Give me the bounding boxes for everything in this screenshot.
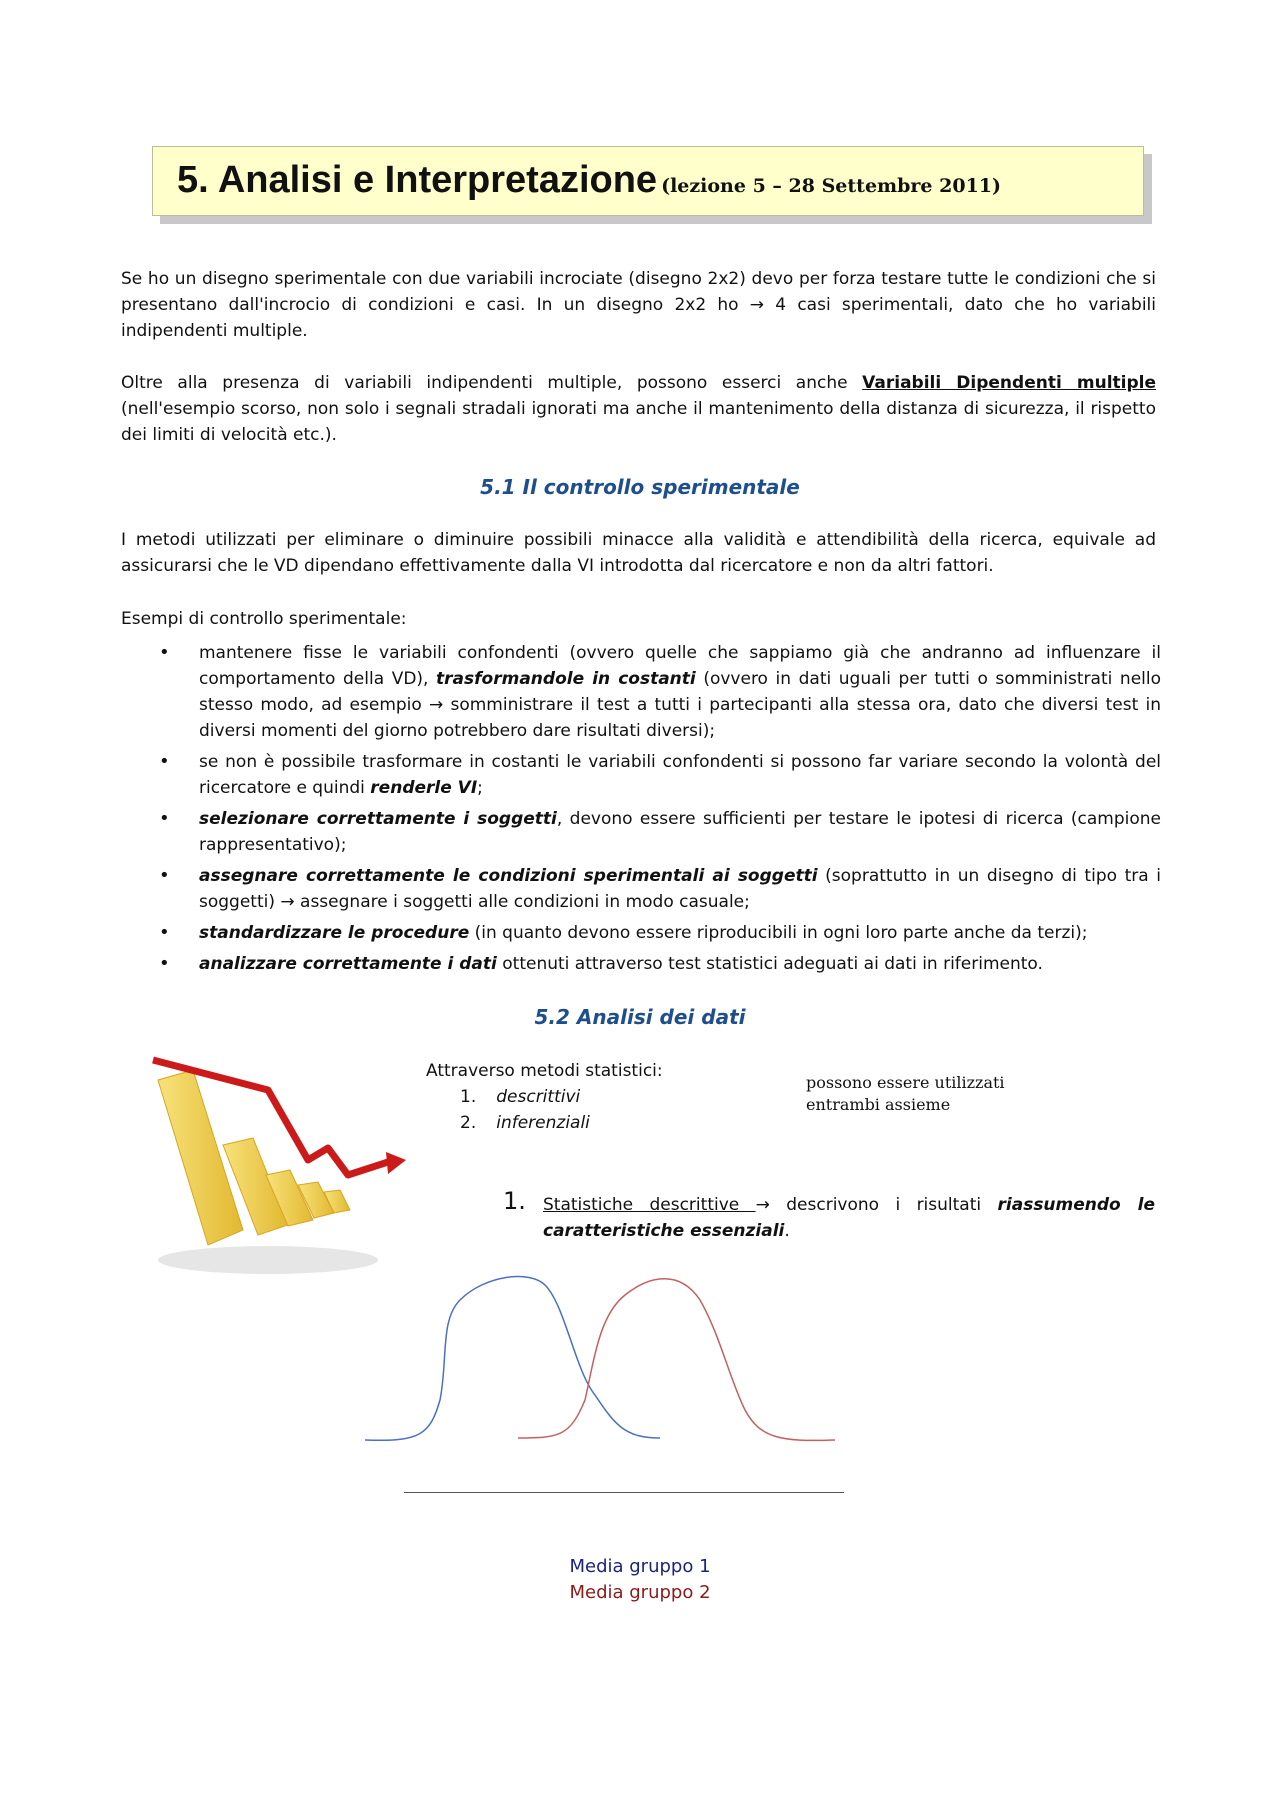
list-item: • selezionare correttamente i soggetti, devono essere sufficienti per testare le ipotesi di ricerca (campione rappresentativo); (159, 808, 1161, 855)
bullet-icon: • (159, 953, 170, 974)
bullet-icon: • (159, 922, 170, 943)
list-item: • assegnare correttamente le condizioni sperimentali ai soggetti (soprattutto in un disegno di tipo tra i soggetti) → assegnare i soggetti alle condizioni in modo casuale; (159, 865, 1161, 912)
bar-chart-clipart-icon (148, 1050, 418, 1280)
section-heading-5-2: 5.2 Analisi dei dati (534, 1005, 746, 1029)
list-item: • analizzare correttamente i dati ottenuti attraverso test statistici adeguati ai dati in riferimento. (121, 951, 1161, 977)
descriptive-stats-item: 1. Statistiche descrittive → descrivono i risultati riassumendo le caratteristiche essenziali. (503, 1187, 1155, 1241)
bullet-icon: • (159, 642, 170, 663)
descriptive-stats-term: Statistiche descrittive (543, 1195, 756, 1215)
examples-label: Esempi di controllo sperimentale: (121, 609, 407, 629)
methods-label: Attraverso metodi statistici: (426, 1061, 663, 1081)
list-item: • standardizzare le procedure (in quanto devono essere riproducibili in ogni loro parte anche da terzi); (121, 920, 1161, 946)
examples-list (121, 640, 1161, 982)
item-number: 1. (503, 1187, 526, 1215)
curve-group-2 (518, 1279, 835, 1441)
title-banner (152, 146, 1144, 216)
methods-list (460, 1084, 590, 1136)
intro-paragraph-1: Se ho un disegno sperimentale con due variabili incrociate (disegno 2x2) devo per forza testare tutte le condizioni che si presentano dall'incrocio di condizioni e casi. In un disegno 2x2 ho → 4 casi sperimentali, dato che ho variabili indipendenti multiple. (121, 269, 1156, 341)
bullet-icon: • (159, 751, 170, 772)
page-subtitle: (lezione 5 – 28 Settembre 2011) (661, 175, 1001, 197)
legend-group-1: Media gruppo 1 (569, 1556, 711, 1577)
section-heading-5-1: 5.1 Il controllo sperimentale (480, 475, 800, 499)
list-item: • mantenere fisse le variabili confondenti (ovvero quelle che sappiamo già che andranno ad influenzare il comportamento della VD), trasformandole in costanti (ovvero in dati uguali per tutti o somministrati nello stesso modo, ad esempio → somministrare il test a tutti i partecipanti alla stessa ora, dato che diversi test in diversi momenti del giorno potrebbero dare risultati diversi); (159, 642, 1162, 741)
bullet-icon: • (159, 808, 170, 829)
bullet-icon: • (159, 865, 170, 886)
curve-group-1 (365, 1277, 660, 1441)
intro-paragraph-2: Oltre alla presenza di variabili indipendenti multiple, possono esserci anche Variabili Dipendenti multiple (nell'esempio scorso, non solo i segnali stradali ignorati ma anche il mantenimento della distanza di sicurezza, il rispetto dei limiti di velocità etc.). (121, 373, 1156, 445)
list-item: 1. descrittivi (460, 1087, 581, 1107)
list-item: • se non è possibile trasformare in costanti le variabili confondenti si possono far variare secondo la volontà del ricercatore e quindi renderle VI; (159, 751, 1161, 798)
methods-note: possono essere utilizzati entrambi assieme (806, 1073, 1005, 1114)
section1-paragraph: I metodi utilizzati per eliminare o diminuire possibili minacce alla validità e attendibilità della ricerca, equivale ad assicurarsi che le VD dipendano effettivamente dalla VI introdotta dal ricercatore e non da altri fattori. (121, 530, 1156, 576)
page-title: 5. Analisi e Interpretazione (lezione 5 – 28 Settembre 2011) (177, 159, 1001, 201)
legend-group-2: Media gruppo 2 (569, 1582, 711, 1603)
dependent-variables-term: Variabili Dipendenti multiple (862, 373, 1156, 393)
distribution-curves-sketch (360, 1260, 840, 1450)
list-item: 2. inferenziali (460, 1113, 590, 1133)
baseline-divider (404, 1492, 844, 1493)
